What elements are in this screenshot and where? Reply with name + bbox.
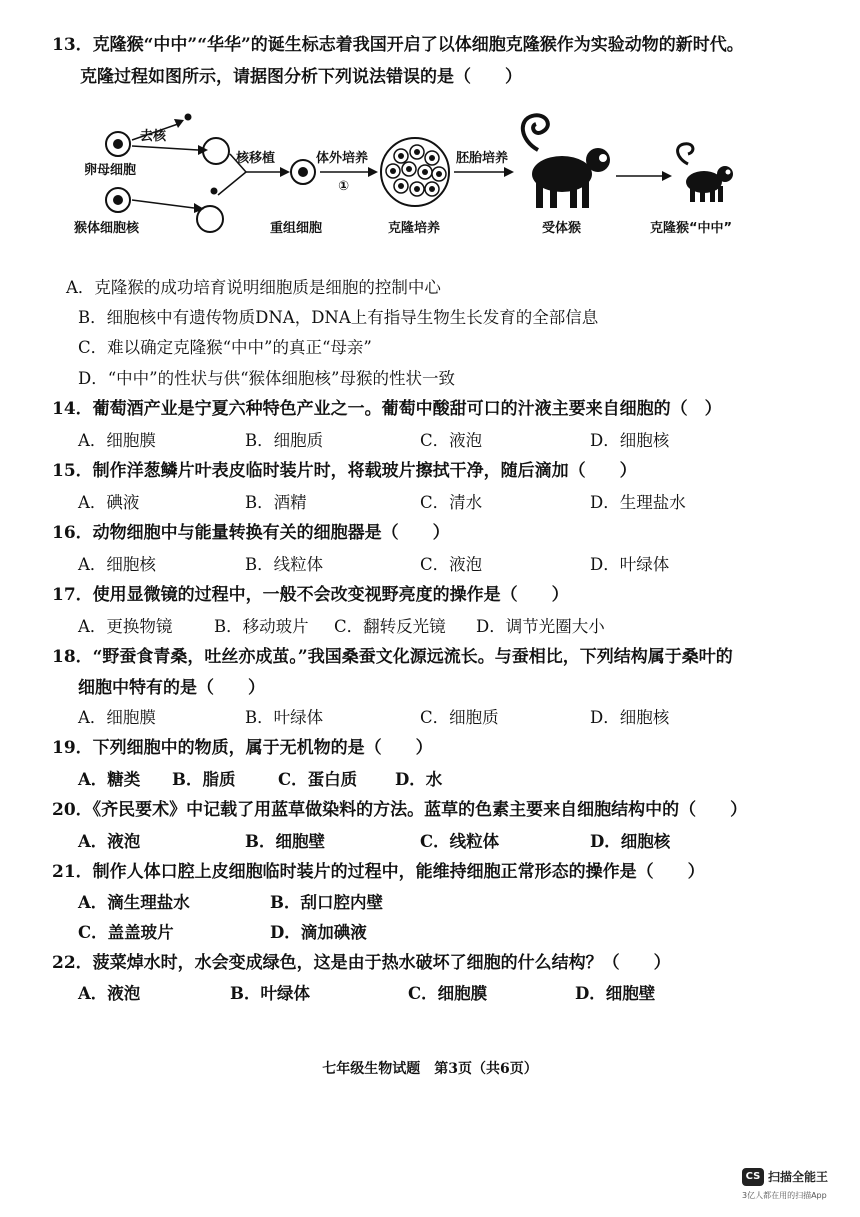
q16-option-a: A．细胞核 <box>78 555 156 574</box>
q19-option-d: D．水 <box>395 770 443 789</box>
q19-option-b: B．脂质 <box>172 770 236 789</box>
clone-monkey-icon <box>678 144 733 202</box>
q15-option-b: B．酒精 <box>245 493 307 512</box>
label-nuclear-transfer: 核移植 <box>236 151 276 166</box>
q15-stem: 15．制作洋葱鳞片叶表皮临时装片时，将载玻片擦拭干净，随后滴加（ ） <box>52 461 637 481</box>
q21-stem: 21．制作人体口腔上皮细胞临时装片的过程中，能维持细胞正常形态的操作是（ ） <box>52 862 705 882</box>
q14-option-a: A．细胞膜 <box>78 431 156 450</box>
egg-cell-icon <box>106 132 130 156</box>
q18-stem-line1: 18．“野蚕食青桑，吐丝亦成茧。”我国桑蚕文化源远流长。与蚕相比，下列结构属于桑叶的 <box>52 647 733 667</box>
q18-option-c: C．细胞质 <box>420 708 499 727</box>
q13-stem-line1: 13．克隆猴“中中”“华华”的诞生标志着我国开启了以体细胞克隆猴作为实验动物的新时代。 <box>52 35 744 55</box>
q14-option-d: D．细胞核 <box>590 431 670 450</box>
scanner-tagline: 3亿人都在用的扫描App <box>742 1191 827 1200</box>
q21-option-a: A．滴生理盐水 <box>78 893 190 912</box>
surrogate-monkey-icon <box>523 115 610 208</box>
scanner-logo-icon: CS <box>742 1168 764 1186</box>
label-recombined-cell: 重组细胞 <box>270 221 323 236</box>
label-clone-monkey: 克隆猴“中中” <box>650 221 733 236</box>
q17-option-c: C．翻转反光镜 <box>334 617 446 636</box>
q17-option-d: D．调节光圈大小 <box>476 617 605 636</box>
q13-option-d: D．“中中”的性状与供“猴体细胞核”母猴的性状一致 <box>78 369 455 388</box>
arrow-to-enucleated <box>132 146 198 150</box>
q16-option-b: B．线粒体 <box>245 555 324 574</box>
q19-option-c: C．蛋白质 <box>278 770 358 789</box>
q22-option-b: B．叶绿体 <box>230 984 310 1003</box>
q22-option-a: A．液泡 <box>78 984 141 1003</box>
q17-stem: 17．使用显微镜的过程中，一般不会改变视野亮度的操作是（ ） <box>52 585 569 605</box>
q18-option-d: D．细胞核 <box>590 708 670 727</box>
q15-option-c: C．清水 <box>420 493 483 512</box>
q21-option-b: B．刮口腔内壁 <box>270 893 383 912</box>
q22-option-d: D．细胞壁 <box>575 984 656 1003</box>
q22-stem: 22．菠菜焯水时，水会变成绿色，这是由于热水破坏了细胞的什么结构？（ ） <box>52 953 671 973</box>
q22-option-c: C．细胞膜 <box>408 984 488 1003</box>
q18-stem-line2: 细胞中特有的是（ ） <box>78 678 265 698</box>
removed-nucleus-dot <box>185 114 192 121</box>
recombined-cell-icon <box>291 160 315 184</box>
q17-option-b: B．移动玻片 <box>214 617 309 636</box>
enucleated-egg-icon <box>203 138 229 164</box>
q15-option-a: A．碘液 <box>78 493 140 512</box>
label-embryo-culture: 胚胎培养 <box>456 151 509 166</box>
q13-stem-line2: 克隆过程如图所示，请据图分析下列说法错误的是（ ） <box>80 67 522 87</box>
page-footer: 七年级生物试题 第3页（共6页） <box>322 1061 538 1077</box>
q14-stem: 14．葡萄酒产业是宁夏六种特色产业之一。葡萄中酸甜可口的汁液主要来自细胞的（ ） <box>52 399 722 419</box>
q19-option-a: A．糖类 <box>78 770 141 789</box>
q18-option-a: A．细胞膜 <box>78 708 156 727</box>
embryo-cluster-icon <box>381 138 449 206</box>
label-in-vitro: 体外培养 <box>316 151 369 166</box>
q21-option-c: C．盖盖玻片 <box>78 923 174 942</box>
q20-option-b: B．细胞壁 <box>245 832 325 851</box>
q15-option-d: D．生理盐水 <box>590 493 686 512</box>
label-egg-cell: 卵母细胞 <box>84 163 137 178</box>
label-remove-nucleus: 去核 <box>140 129 167 144</box>
q14-option-c: C．液泡 <box>420 431 483 450</box>
q18-option-b: B．叶绿体 <box>245 708 324 727</box>
q16-option-d: D．叶绿体 <box>590 555 670 574</box>
donor-nucleus-dot <box>211 188 218 195</box>
q20-option-a: A．液泡 <box>78 832 141 851</box>
donor-remnant-icon <box>197 206 223 232</box>
q19-stem: 19．下列细胞中的物质，属于无机物的是（ ） <box>52 738 433 758</box>
label-step-1: ① <box>338 179 350 194</box>
donor-cell-icon <box>106 188 130 212</box>
label-surrogate: 受体猴 <box>542 221 582 236</box>
scanner-watermark <box>742 1168 852 1208</box>
q17-option-a: A．更换物镜 <box>78 617 173 636</box>
q16-stem: 16．动物细胞中与能量转换有关的细胞器是（ ） <box>52 523 450 543</box>
q13-option-c: C．难以确定克隆猴“中中”的真正“母亲” <box>78 338 372 357</box>
q20-option-c: C．线粒体 <box>420 832 500 851</box>
q13-option-b: B．细胞核中有遗传物质DNA，DNA上有指导生物生长发育的全部信息 <box>78 308 599 327</box>
label-clone-culture: 克隆培养 <box>388 221 441 236</box>
scanner-name: 扫描全能王 <box>768 1170 829 1184</box>
q16-option-c: C．液泡 <box>420 555 483 574</box>
cloning-process-figure <box>70 110 810 250</box>
q14-option-b: B．细胞质 <box>245 431 324 450</box>
q20-option-d: D．细胞核 <box>590 832 671 851</box>
q20-stem: 20．《齐民要术》中记载了用蓝草做染料的方法。蓝草的色素主要来自细胞结构中的（ ） <box>52 800 748 820</box>
label-donor-nucleus: 猴体细胞核 <box>74 221 140 236</box>
q21-option-d: D．滴加碘液 <box>270 923 367 942</box>
q13-option-a: A．克隆猴的成功培育说明细胞质是细胞的控制中心 <box>66 278 441 297</box>
